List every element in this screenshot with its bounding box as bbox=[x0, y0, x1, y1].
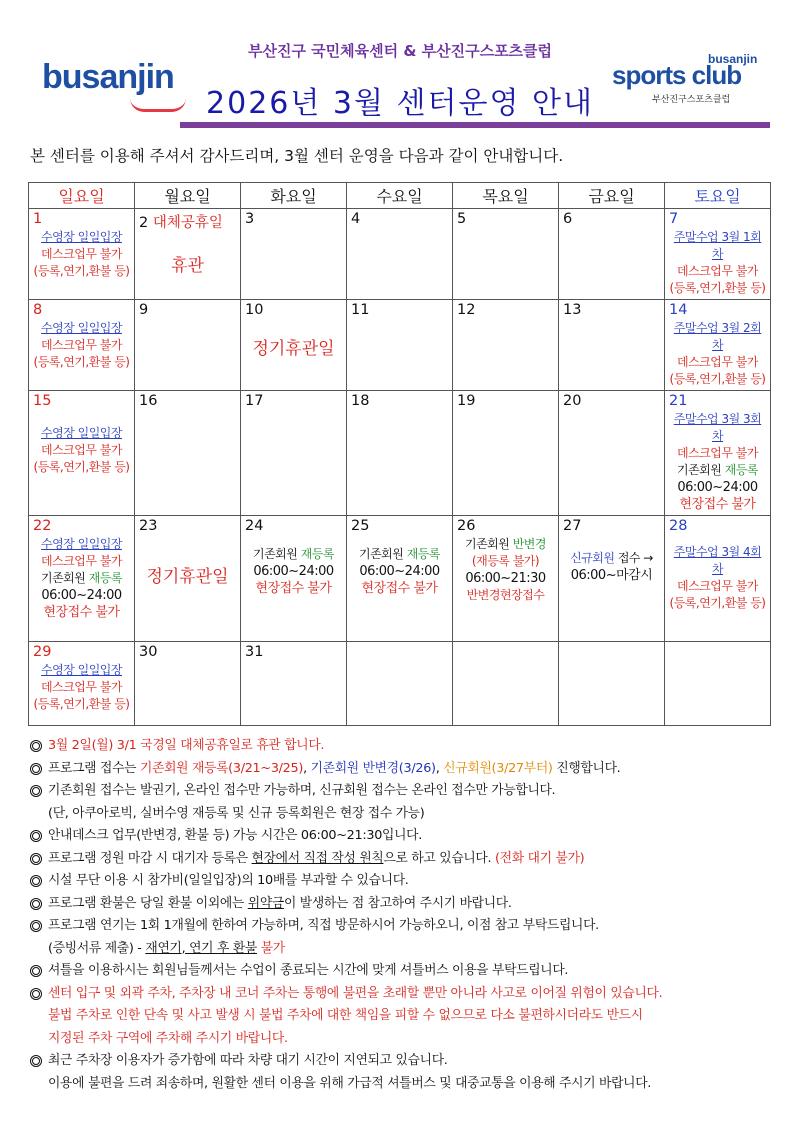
weekday-tue: 화요일 bbox=[241, 183, 347, 209]
calendar-table bbox=[28, 182, 771, 726]
notice-item: 프로그램 접수는 기존회원 재등록(3/21~3/25), 기존회원 반변경(3/26), 신규회원(3/27부터) 진행합니다. bbox=[30, 758, 780, 781]
day-cell-20: 20 bbox=[559, 391, 665, 516]
notice-continuation: (단, 아쿠아로빅, 실버수영 재등록 및 신규 등록회원은 현장 접수 가능) bbox=[48, 805, 425, 821]
day-cell-21: 21 주말수업 3월 3회차 데스크업무 불가 기존회원 재등록 06:00~24:00 현장접수 불가 bbox=[665, 391, 771, 516]
day-cell-14: 14 주말수업 3월 2회차 데스크업무 불가 (등록,연기,환불 등) bbox=[665, 300, 771, 391]
title-underline bbox=[180, 122, 770, 128]
bullet-icon bbox=[30, 740, 42, 752]
calendar-week-row bbox=[29, 642, 771, 726]
bullet-icon bbox=[30, 920, 42, 932]
day-cell-28: 28 주말수업 3월 4회차 데스크업무 불가 (등록,연기,환불 등) bbox=[665, 516, 771, 642]
notice-continuation: 불법 주차로 인한 단속 및 사고 발생 시 불법 주차에 대한 책임을 피할 수 없으므로 다소 불편하시더라도 반드시 bbox=[48, 1008, 643, 1023]
day-cell-26: 26 기존회원 반변경 (재등록 불가) 06:00~21:30 반변경현장접수 bbox=[453, 516, 559, 642]
day-cell-empty bbox=[347, 642, 453, 726]
day-cell-empty bbox=[665, 642, 771, 726]
page-title: 2026년 3월 센터운영 안내 bbox=[206, 86, 594, 121]
day-cell-empty bbox=[559, 642, 665, 726]
header bbox=[0, 0, 800, 130]
day-cell-9: 9 bbox=[135, 300, 241, 391]
day-cell-27: 27 신규회원 접수 → 06:00~마감시 bbox=[559, 516, 665, 642]
notice-continuation: 이용에 불편을 드려 죄송하며, 원활한 센터 이용을 위해 가급적 셔틀버스 및 대중교통을 이용해 주시기 바랍니다. bbox=[48, 1075, 652, 1091]
day-cell-5: 5 bbox=[453, 209, 559, 300]
notice-continuation: (증빙서류 제출) - 재연기, 연기 후 환불 불가 bbox=[48, 940, 285, 956]
notice-item: 셔틀을 이용하시는 회원님들께서는 수업이 종료되는 시간에 맞게 셔틀버스 이용을 부탁드립니다. bbox=[30, 960, 780, 983]
calendar-week-row bbox=[29, 209, 771, 300]
day-cell-7: 7 주말수업 3월 1회차 데스크업무 불가 (등록,연기,환불 등) bbox=[665, 209, 771, 300]
bullet-icon bbox=[30, 1055, 42, 1067]
day-cell-29: 29 수영장 일일입장 데스크업무 불가 (등록,연기,환불 등) bbox=[29, 642, 135, 726]
day-cell-1: 1 수영장 일일입장 데스크업무 불가 (등록,연기,환불 등) bbox=[29, 209, 135, 300]
day-cell-empty bbox=[453, 642, 559, 726]
notice-item: 프로그램 연기는 1회 1개월에 한하여 가능하며, 직접 방문하시어 가능하오니, 이점 참고 부탁드립니다. bbox=[30, 915, 780, 938]
bullet-icon bbox=[30, 785, 42, 797]
day-cell-17: 17 bbox=[241, 391, 347, 516]
sports-club-logo: busanjin sports club 부산진구스포츠클럽 bbox=[612, 52, 758, 105]
day-cell-31: 31 bbox=[241, 642, 347, 726]
weekday-mon: 월요일 bbox=[135, 183, 241, 209]
intro-text: 본 센터를 이용해 주셔서 감사드리며, 3월 센터 운영을 다음과 같이 안내합니다. bbox=[30, 147, 564, 165]
regular-closed-label: 정기휴관일 bbox=[252, 339, 335, 359]
day-cell-30: 30 bbox=[135, 642, 241, 726]
day-cell-4: 4 bbox=[347, 209, 453, 300]
busanjin-logo: busanjin bbox=[42, 58, 174, 97]
bullet-icon bbox=[30, 853, 42, 865]
bullet-icon bbox=[30, 965, 42, 977]
day-cell-13: 13 bbox=[559, 300, 665, 391]
day-cell-23: 23 정기휴관일 bbox=[135, 516, 241, 642]
notice-item: 센터 입구 및 외곽 주차, 주차장 내 코너 주차는 통행에 불편을 초래할 뿐만 아니라 사고로 이어질 위험이 있습니다. bbox=[30, 983, 780, 1006]
notice-item: 프로그램 환불은 당일 환불 이외에는 위약금이 발생하는 점 참고하여 주시기 바랍니다. bbox=[30, 893, 780, 916]
day-cell-11: 11 bbox=[347, 300, 453, 391]
day-cell-19: 19 bbox=[453, 391, 559, 516]
closed-label: 휴관 bbox=[171, 256, 204, 276]
notice-item: 시설 무단 이용 시 참가비(일일입장)의 10배를 부과할 수 있습니다. bbox=[30, 870, 780, 893]
day-cell-10: 10 정기휴관일 bbox=[241, 300, 347, 391]
calendar-week-row bbox=[29, 391, 771, 516]
organization-line: 부산진구 국민체육센터 & 부산진구스포츠클럽 bbox=[247, 42, 553, 60]
day-cell-25: 25 기존회원 재등록 06:00~24:00 현장접수 불가 bbox=[347, 516, 453, 642]
bullet-icon bbox=[30, 988, 42, 1000]
bullet-icon bbox=[30, 875, 42, 887]
calendar-week-row bbox=[29, 516, 771, 642]
notice-item: 프로그램 정원 마감 시 대기자 등록은 현장에서 직접 작성 원칙으로 하고 있습니다. (전화 대기 불가) bbox=[30, 848, 780, 871]
calendar-week-row bbox=[29, 300, 771, 391]
weekday-sat: 토요일 bbox=[665, 183, 771, 209]
bullet-icon bbox=[30, 898, 42, 910]
notice-item: 3월 2일(월) 3/1 국경일 대체공휴일로 휴관 합니다. bbox=[30, 735, 780, 758]
notice-item: 안내데스크 업무(반변경, 환불 등) 가능 시간은 06:00~21:30입니다. bbox=[30, 825, 780, 848]
day-cell-8: 8 수영장 일일입장 데스크업무 불가 (등록,연기,환불 등) bbox=[29, 300, 135, 391]
day-cell-6: 6 bbox=[559, 209, 665, 300]
day-cell-16: 16 bbox=[135, 391, 241, 516]
day-cell-24: 24 기존회원 재등록 06:00~24:00 현장접수 불가 bbox=[241, 516, 347, 642]
regular-closed-label: 정기휴관일 bbox=[146, 567, 229, 587]
weekday-wed: 수요일 bbox=[347, 183, 453, 209]
substitute-holiday-tag: 대체공휴일 bbox=[152, 215, 223, 231]
weekday-sun: 일요일 bbox=[29, 183, 135, 209]
day-cell-22: 22 수영장 일일입장 데스크업무 불가 기존회원 재등록 06:00~24:00 현장접수 불가 bbox=[29, 516, 135, 642]
notice-item: 최근 주차장 이용자가 증가함에 따라 차량 대기 시간이 지연되고 있습니다. bbox=[30, 1050, 780, 1073]
notice-list bbox=[30, 735, 780, 1095]
weekday-header-row bbox=[29, 183, 771, 209]
day-cell-12: 12 bbox=[453, 300, 559, 391]
day-cell-3: 3 bbox=[241, 209, 347, 300]
day-cell-2: 2 대체공휴일 휴관 bbox=[135, 209, 241, 300]
bullet-icon bbox=[30, 763, 42, 775]
bullet-icon bbox=[30, 830, 42, 842]
day-cell-15: 15 수영장 일일입장 데스크업무 불가 (등록,연기,환불 등) bbox=[29, 391, 135, 516]
weekday-fri: 금요일 bbox=[559, 183, 665, 209]
notice-item: 기존회원 접수는 발권기, 온라인 접수만 가능하며, 신규회원 접수는 온라인 접수만 가능합니다. bbox=[30, 780, 780, 803]
notice-continuation: 지정된 주차 구역에 주차해 주시기 바랍니다. bbox=[48, 1030, 288, 1046]
weekday-thu: 목요일 bbox=[453, 183, 559, 209]
day-cell-18: 18 bbox=[347, 391, 453, 516]
